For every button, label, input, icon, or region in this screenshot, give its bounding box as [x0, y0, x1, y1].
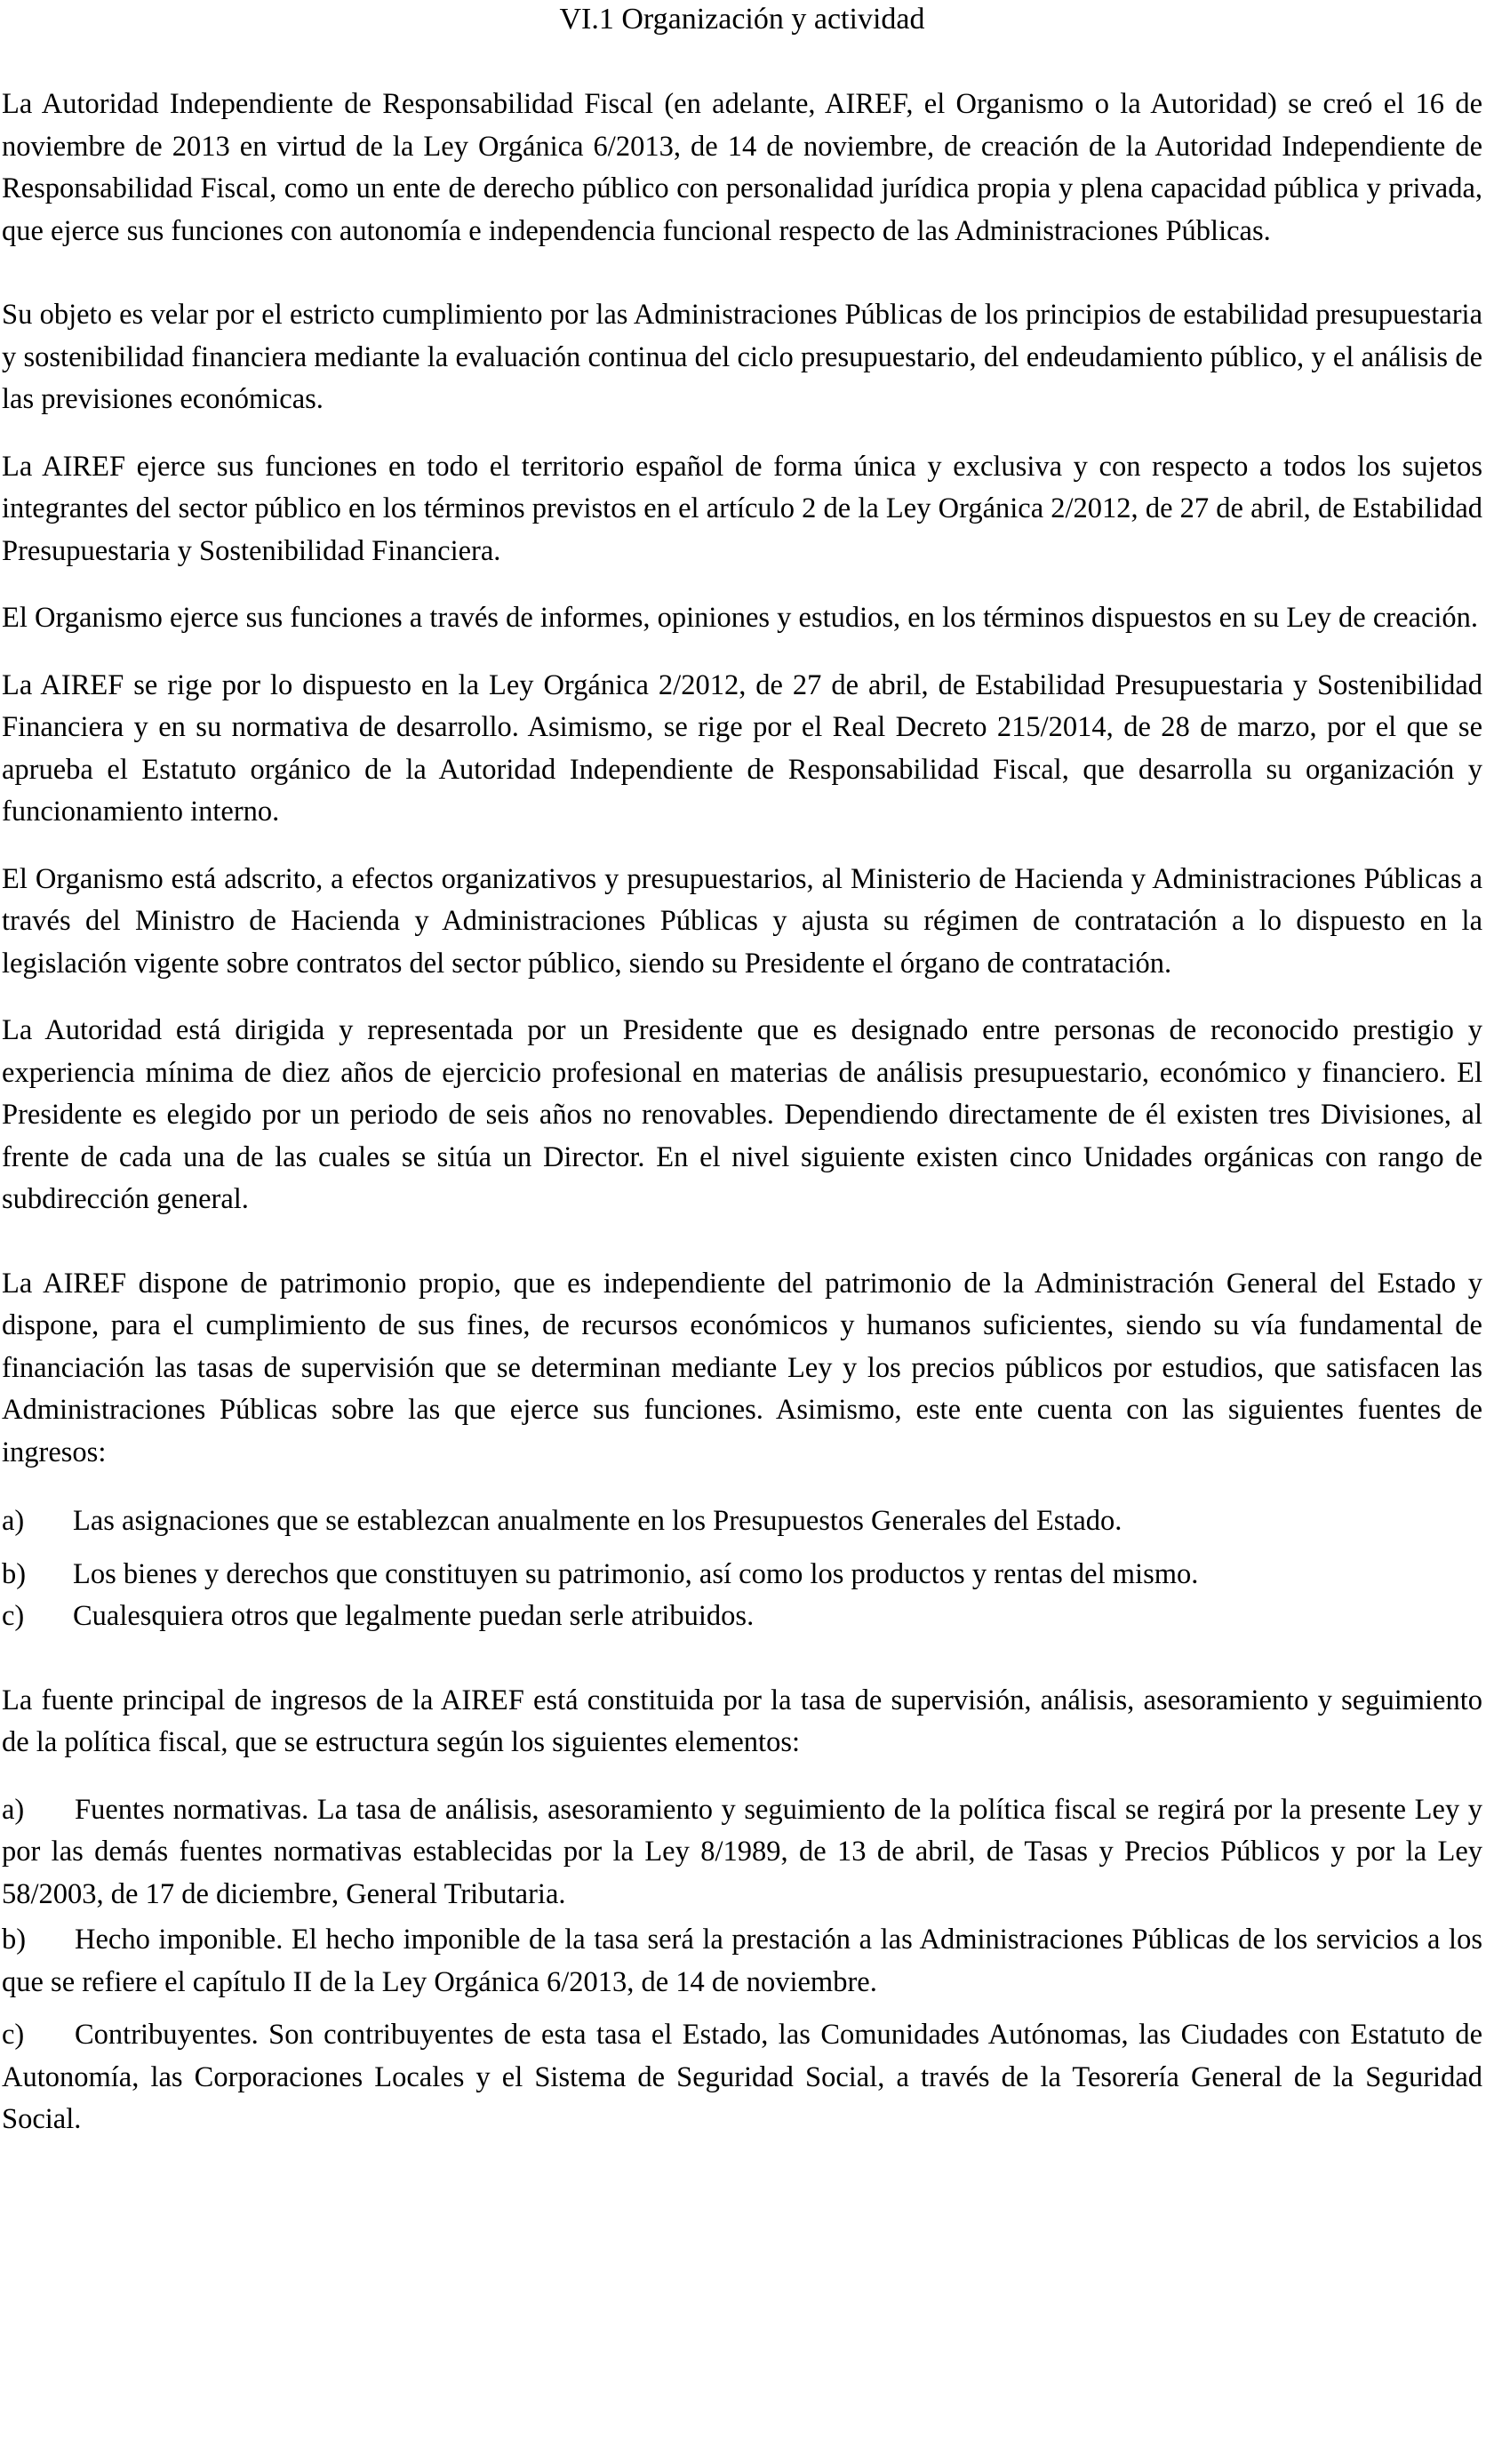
- paragraph-objective: Su objeto es velar por el estricto cumplimiento por las Administraciones Públicas de los principios de estabilidad presupuestaria y sostenibilidad financiera mediante la evaluación continua del ciclo presupuestario, del endeudamiento público, y el análisis de las previsiones económicas.: [2, 299, 1482, 415]
- list-marker: c): [2, 2019, 25, 2051]
- paragraph-fee-intro: La fuente principal de ingresos de la AIREF está constituida por la tasa de supervisión, análisis, asesoramiento y seguimiento de la política fiscal, que se estructura según los siguientes elementos:: [2, 1684, 1482, 1758]
- paragraph-patrimony: La AIREF dispone de patrimonio propio, que es independiente del patrimonio de la Administración General del Estado y dispone, para el cumplimiento de sus fines, de recursos económicos y humanos suficientes, siendo su vía fundamental de financiación las tasas de supervisión que se determinan mediante Ley y los precios públicos por estudios, que satisfacen las Administraciones Públicas sobre las que ejerce sus funciones. Asimismo, este ente cuenta con las siguientes fuentes de ingresos:: [2, 1267, 1482, 1468]
- fee-element-text: Fuentes normativas. La tasa de análisis, asesoramiento y seguimiento de la política fiscal se regirá por la presente Ley y por las demás fuentes normativas establecidas por la Ley 8/1989, de 13 de abril, de Tasas y Precios Públicos y por la Ley 58/2003, de 17 de diciembre, General Tributaria.: [2, 1793, 1482, 1910]
- paragraph-creation: La Autoridad Independiente de Responsabilidad Fiscal (en adelante, AIREF, el Organismo o la Autoridad) se creó el 16 de noviembre de 2013 en virtud de la Ley Orgánica 6/2013, de 14 de noviembre, de creación de la Autoridad Independiente de Responsabilidad Fiscal, como un ente de derecho público con personalidad jurídica propia y plena capacidad pública y privada, que ejerce sus funciones con autonomía e independencia funcional respecto de las Administraciones Públicas.: [2, 88, 1482, 247]
- paragraph-president: La Autoridad está dirigida y representada por un Presidente que es designado entre personas de reconocido prestigio y experiencia mínima de diez años de ejercicio profesional en materias de análisis presupuestario, económico y financiero. El Presidente es elegido por un periodo de seis años no renovables. Dependiendo directamente de él existen tres Divisiones, al frente de cada una de las cuales se sitúa un Director. En el nivel siguiente existen cinco Unidades orgánicas con rango de subdirección general.: [2, 1014, 1482, 1215]
- list-marker: a): [2, 1793, 25, 1826]
- fee-element-text: Hecho imponible. El hecho imponible de la tasa será la prestación a las Administraciones Públicas de los servicios a los que se refiere el capítulo II de la Ley Orgánica 6/2013, de 14 de noviembre.: [2, 1924, 1482, 1998]
- paragraph-functions: El Organismo ejerce sus funciones a través de informes, opiniones y estudios, en los términos dispuestos en su Ley de creación.: [2, 602, 1479, 634]
- list-item-text: Cualesquiera otros que legalmente puedan serle atribuidos.: [73, 1600, 755, 1632]
- paragraph-regulation: La AIREF se rige por lo dispuesto en la Ley Orgánica 2/2012, de 27 de abril, de Estabilidad Presupuestaria y Sostenibilidad Financiera y en su normativa de desarrollo. Asimismo, se rige por el Real Decreto 215/2014, de 28 de marzo, por el que se aprueba el Estatuto orgánico de la Autoridad Independiente de Responsabilidad Fiscal, que desarrolla su organización y funcionamiento interno.: [2, 668, 1482, 828]
- list-marker: b): [2, 1557, 27, 1590]
- list-marker: b): [2, 1924, 27, 1956]
- fee-element-item: [2, 1919, 1482, 2004]
- section-title: VI.1 Organización y actividad: [559, 3, 925, 36]
- fee-element-item: [2, 2014, 1482, 2141]
- income-list: [2, 1500, 1482, 1638]
- list-item-text: Las asignaciones que se establezcan anualmente en los Presupuestos Generales del Estado.: [73, 1505, 1122, 1537]
- fee-element-item: [2, 1789, 1482, 1916]
- paragraph-ministry: El Organismo está adscrito, a efectos organizativos y presupuestarios, al Ministerio de Hacienda y Administraciones Públicas a través del Ministro de Hacienda y Administraciones Públicas y ajusta su régimen de contratación a lo dispuesto en la legislación vigente sobre contratos del sector público, siendo su Presidente el órgano de contratación.: [2, 862, 1482, 980]
- list-item-text: Los bienes y derechos que constituyen su patrimonio, así como los productos y rentas del mismo.: [73, 1557, 1199, 1590]
- list-item: [2, 1554, 1482, 1596]
- list-marker: c): [2, 1600, 25, 1632]
- list-marker: a): [2, 1505, 25, 1537]
- paragraph-scope: La AIREF ejerce sus funciones en todo el territorio español de forma única y exclusiva y con respecto a todos los sujetos integrantes del sector público en los términos previstos en el artículo 2 de la Ley Orgánica 2/2012, de 27 de abril, de Estabilidad Presupuestaria y Sostenibilidad Financiera.: [2, 450, 1482, 567]
- list-item: [2, 1500, 1482, 1543]
- fee-element-text: Contribuyentes. Son contribuyentes de esta tasa el Estado, las Comunidades Autónomas, las Ciudades con Estatuto de Autonomía, las Corporaciones Locales y el Sistema de Seguridad Social, a través de la Tesorería General de la Seguridad Social.: [2, 2019, 1482, 2135]
- list-item: [2, 1596, 1482, 1638]
